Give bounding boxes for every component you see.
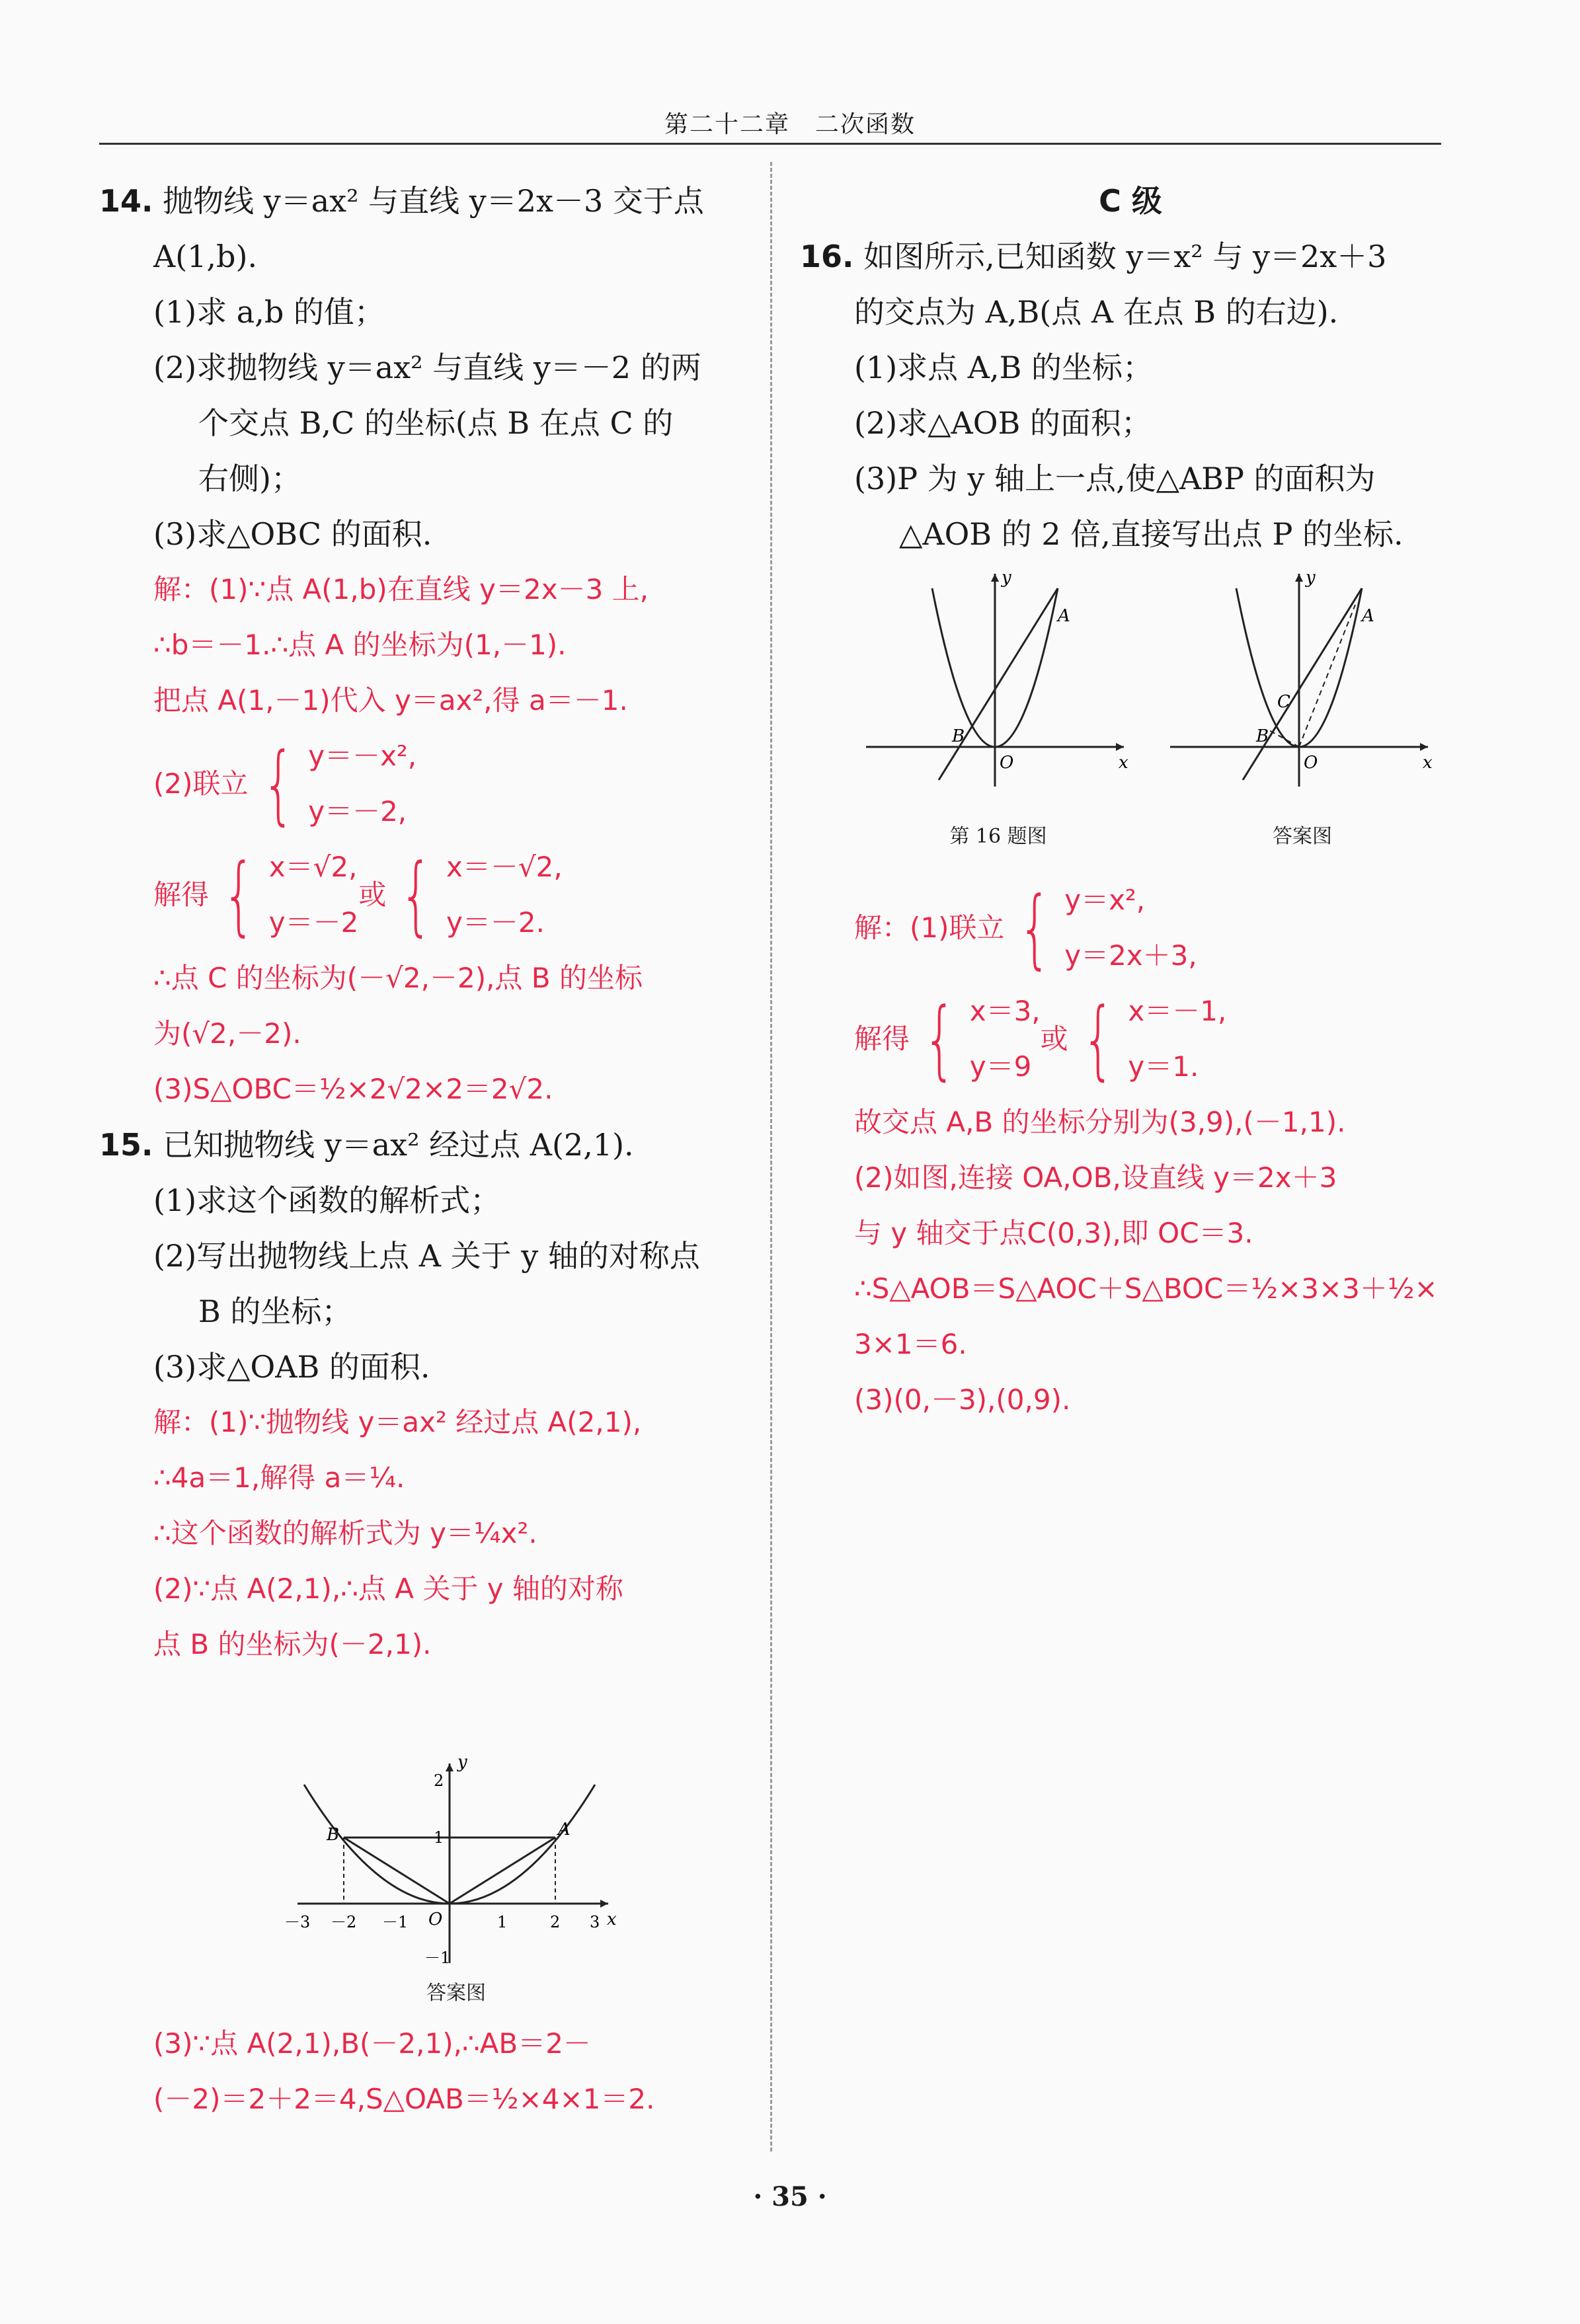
fig-tick-x1: 1 xyxy=(497,1913,508,1931)
q14-ans-3: 把点 A(1,－1)代入 y＝ax²,得 a＝－1. xyxy=(153,684,628,717)
fig-c-label: C xyxy=(1277,692,1290,712)
q14-part-2-cont: 个交点 B,C 的坐标(点 B 在点 C 的 xyxy=(198,405,674,441)
q14-ans-2: ∴b＝－1.∴点 A 的坐标为(1,－1). xyxy=(153,629,567,661)
q14-line-1: 14. 抛物线 y＝ax² 与直线 y＝2x－3 交于点 xyxy=(99,183,704,219)
q14-ans-system-1: (2)联立 { y＝－x², y＝－2, xyxy=(153,734,417,834)
fig-tick-y1: 1 xyxy=(434,1828,444,1847)
chapter-header: 第二十二章 二次函数 xyxy=(664,111,916,138)
fig-origin-label: O xyxy=(1304,753,1318,773)
q14-ans-8: (3)S△OBC＝½×2√2×2＝2√2. xyxy=(153,1073,553,1105)
q15-part-3: (3)求△OAB 的面积. xyxy=(153,1349,430,1385)
fig-origin-label: O xyxy=(1000,753,1014,773)
q16-ans-4: (2)如图,连接 OA,OB,设直线 y＝2x＋3 xyxy=(854,1161,1337,1194)
q14-part-1: (1)求 a,b 的值； xyxy=(153,294,385,330)
fig-tick-x3: 3 xyxy=(590,1913,600,1931)
q15-ans-7: (－2)＝2＋2＝4,S△OAB＝½×4×1＝2. xyxy=(153,2083,655,2115)
q15-answer-part3 xyxy=(153,2016,748,2127)
q16-ans-7: 3×1＝6. xyxy=(854,1328,967,1360)
fig-a-label: A xyxy=(558,1820,571,1840)
q15-ans-6: (3)∵点 A(2,1),B(－2,1),∴AB＝2－ xyxy=(153,2027,591,2060)
line-2x-plus-3 xyxy=(939,588,1058,780)
q15-part-2: (2)写出抛物线上点 A 关于 y 轴的对称点 xyxy=(153,1238,700,1274)
q14-part-2: (2)求抛物线 y＝ax² 与直线 y＝－2 的两 xyxy=(153,350,701,385)
q15-ans-1: 解：(1)∵抛物线 y＝ax² 经过点 A(2,1), xyxy=(153,1406,642,1438)
fig-b-label: B xyxy=(952,726,965,746)
q15-figure-caption: 答案图 xyxy=(426,1982,486,2005)
segment-oa xyxy=(450,1838,555,1904)
q16-answer-figure-caption: 答案图 xyxy=(1273,825,1332,848)
q16-ans-6: ∴S△AOB＝S△AOC＋S△BOC＝½×3×3＋½× xyxy=(854,1272,1438,1305)
q14-part-2-end: 右侧)； xyxy=(198,461,301,496)
q16-line-2: 的交点为 A,B(点 A 在点 B 的右边). xyxy=(854,294,1339,330)
q16-ans-8: (3)(0,－3),(0,9). xyxy=(854,1383,1071,1416)
q14-line-2: A(1,b). xyxy=(153,239,258,274)
q14-ans-system-2: 解得 { x＝√2, y＝－2 或 { x＝－√2, y＝－2. xyxy=(153,845,563,945)
q14-ans-6: ∴点 C 的坐标为(－√2,－2),点 B 的坐标 xyxy=(153,962,643,994)
q16-ans-system-1: 解：(1)联立 { y＝x², y＝2x＋3, xyxy=(854,878,1197,978)
fig-b-label: B xyxy=(1256,726,1269,746)
fig-x-label: x xyxy=(607,1910,617,1929)
fig-y-label: y xyxy=(457,1752,467,1772)
q16-ans-system-2: 解得 { x＝3, y＝9 或 { x＝－1, y＝1. xyxy=(854,989,1227,1089)
q15-part-2-cont: B 的坐标； xyxy=(198,1294,352,1329)
fig-tick-xm1: －1 xyxy=(382,1913,409,1931)
fig-a-label: A xyxy=(1362,606,1374,626)
q16-number: 16. xyxy=(800,239,854,274)
left-column xyxy=(99,173,747,1672)
q16-part-3: (3)P 为 y 轴上一点,使△ABP 的面积为 xyxy=(854,461,1376,496)
q15-ans-4: (2)∵点 A(2,1),∴点 A 关于 y 轴的对称 xyxy=(153,1572,623,1605)
right-column xyxy=(800,173,1461,562)
fig-b-label: B xyxy=(327,1825,340,1845)
q14-part-3: (3)求△OBC 的面积. xyxy=(153,516,432,552)
q16-line-1: 16. 如图所示,已知函数 y＝x² 与 y＝2x＋3 xyxy=(800,239,1387,274)
fig-x-label: x xyxy=(1119,753,1128,773)
fig-x-label: x xyxy=(1423,753,1433,773)
column-divider xyxy=(770,162,772,2151)
line-2x-plus-3 xyxy=(1243,588,1362,780)
q15-ans-2: ∴4a＝1,解得 a＝¼. xyxy=(153,1461,405,1494)
segment-ob xyxy=(344,1838,450,1904)
fig-origin-label: O xyxy=(428,1910,443,1929)
fig-tick-y2: 2 xyxy=(434,1771,444,1790)
q14-number: 14. xyxy=(99,183,153,219)
q15-ans-5: 点 B 的坐标为(－2,1). xyxy=(153,1628,432,1660)
fig-tick-xm2: －2 xyxy=(331,1913,357,1931)
q16-answers xyxy=(854,872,1462,1428)
fig-tick-x2: 2 xyxy=(550,1913,561,1931)
q16-figure-caption: 第 16 题图 xyxy=(949,825,1047,848)
q14-ans-7: 为(√2,－2). xyxy=(153,1017,301,1050)
q15-line-1: 15. 已知抛物线 y＝ax² 经过点 A(2,1). xyxy=(99,1127,634,1163)
header-divider xyxy=(99,143,1441,145)
q15-part-1: (1)求这个函数的解析式； xyxy=(153,1182,501,1218)
q16-part-3-cont: △AOB 的 2 倍,直接写出点 P 的坐标. xyxy=(899,516,1403,552)
q15-number: 15. xyxy=(99,1127,153,1163)
fig-y-label: y xyxy=(1002,568,1011,588)
q16-part-1: (1)求点 A,B 的坐标； xyxy=(854,350,1154,385)
level-heading: C 级 xyxy=(1099,183,1162,219)
fig-tick-ym1: －1 xyxy=(424,1949,451,1967)
q16-ans-3: 故交点 A,B 的坐标分别为(3,9),(－1,1). xyxy=(854,1106,1346,1138)
fig-tick-xm3: －3 xyxy=(284,1913,311,1931)
q16-part-2: (2)求△AOB 的面积； xyxy=(854,405,1152,441)
q15-ans-3: ∴这个函数的解析式为 y＝¼x². xyxy=(153,1517,537,1549)
fig-a-label: A xyxy=(1058,606,1070,626)
q16-answer-figure xyxy=(1164,568,1441,793)
fig-y-label: y xyxy=(1306,568,1316,588)
q16-ans-5: 与 y 轴交于点C(0,3),即 OC＝3. xyxy=(854,1217,1253,1249)
q14-ans-1: 解：(1)∵点 A(1,b)在直线 y＝2x－3 上, xyxy=(153,573,649,605)
q16-figure xyxy=(859,568,1137,793)
page-number: · 35 · xyxy=(753,2181,827,2212)
q15-answer-figure xyxy=(284,1752,628,1970)
